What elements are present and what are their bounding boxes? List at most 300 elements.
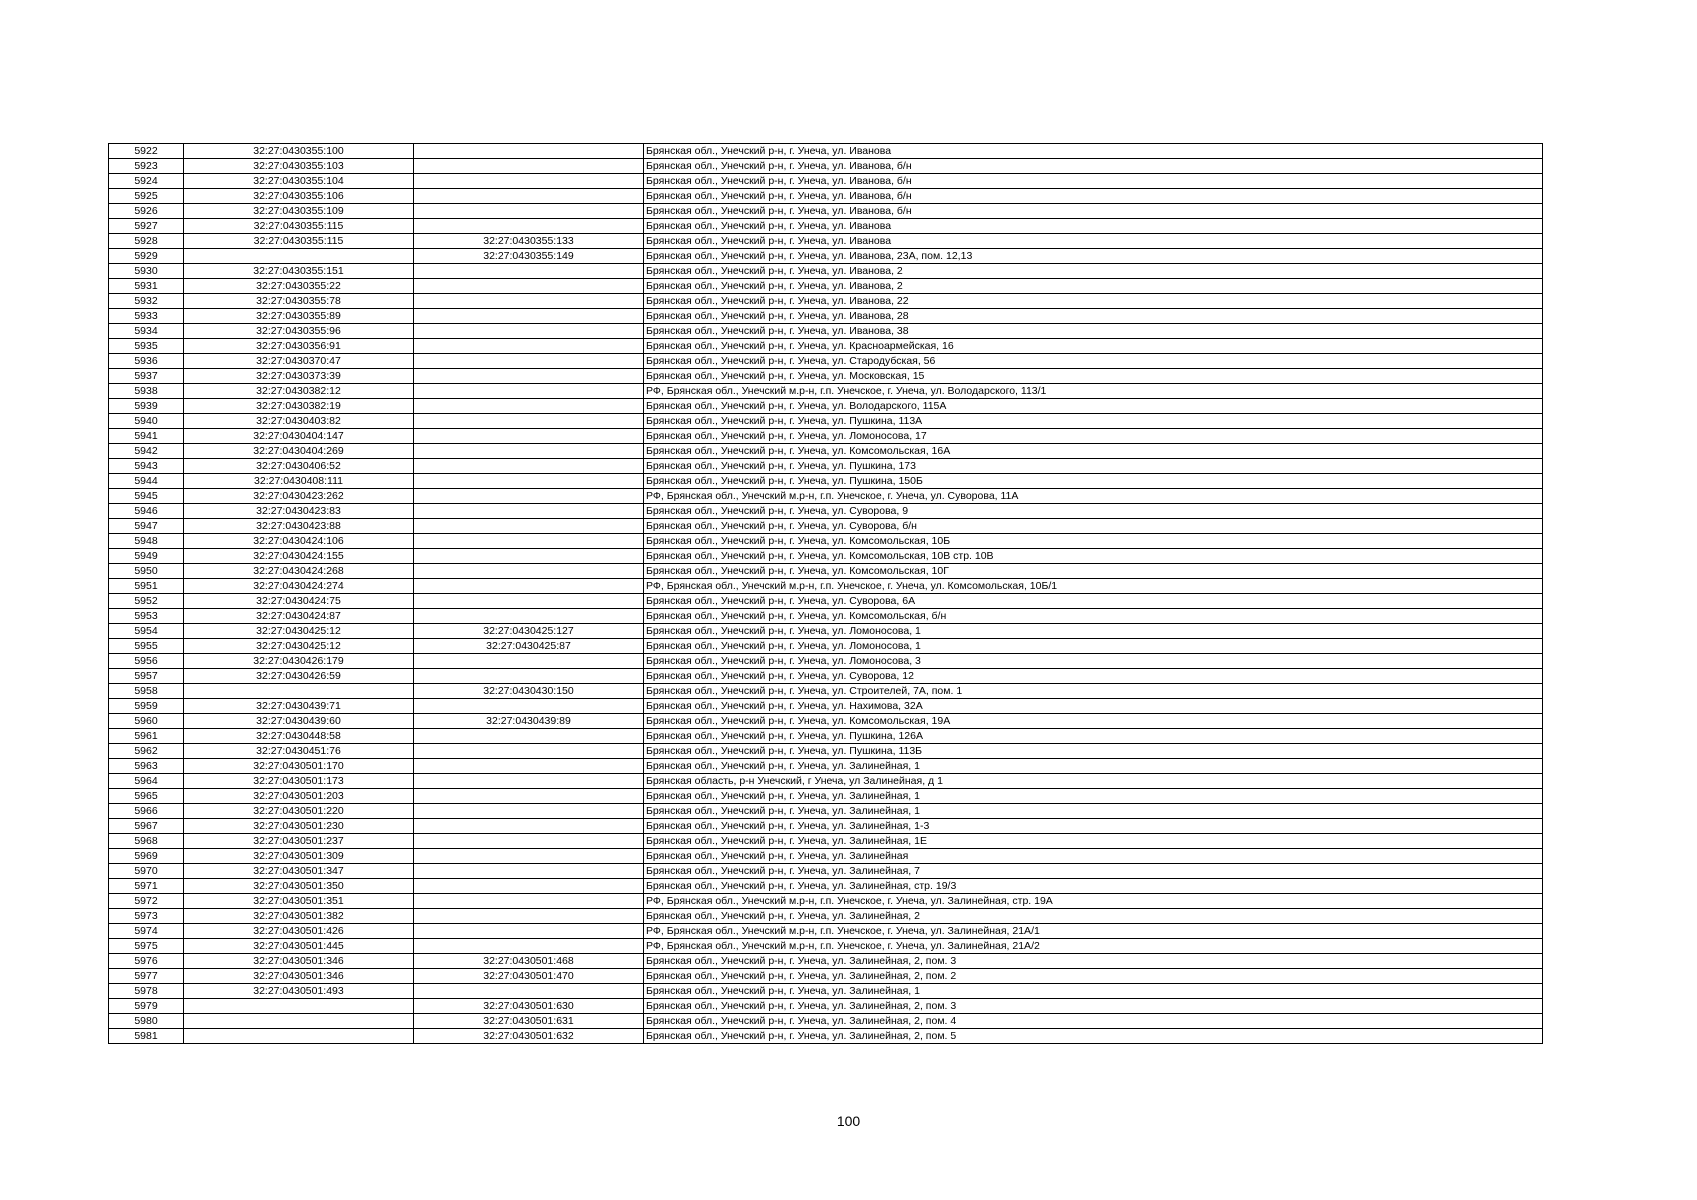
table-row bbox=[109, 609, 1543, 624]
related-cadastral-number-cell bbox=[414, 474, 644, 489]
table-row bbox=[109, 654, 1543, 669]
row-number-cell: 5923 bbox=[109, 159, 184, 174]
related-cadastral-number-cell bbox=[414, 504, 644, 519]
row-number-cell: 5941 bbox=[109, 429, 184, 444]
related-cadastral-number-cell bbox=[414, 384, 644, 399]
address-cell: Брянская обл., Унечский р-н, г. Унеча, ул. Иванова, 22 bbox=[644, 294, 1543, 309]
cadastral-number-cell: 32:27:0430439:60 bbox=[184, 714, 414, 729]
table-row bbox=[109, 549, 1543, 564]
row-number-cell: 5928 bbox=[109, 234, 184, 249]
related-cadastral-number-cell bbox=[414, 189, 644, 204]
address-cell: Брянская обл., Унечский р-н, г. Унеча, ул. Залинейная bbox=[644, 849, 1543, 864]
row-number-cell: 5964 bbox=[109, 774, 184, 789]
related-cadastral-number-cell: 32:27:0430501:630 bbox=[414, 999, 644, 1014]
row-number-cell: 5971 bbox=[109, 879, 184, 894]
row-number-cell: 5969 bbox=[109, 849, 184, 864]
table-row bbox=[109, 429, 1543, 444]
related-cadastral-number-cell bbox=[414, 774, 644, 789]
address-cell: Брянская обл., Унечский р-н, г. Унеча, ул. Иванова, 2 bbox=[644, 264, 1543, 279]
address-cell: Брянская обл., Унечский р-н, г. Унеча, ул. Иванова, 38 bbox=[644, 324, 1543, 339]
row-number-cell: 5953 bbox=[109, 609, 184, 624]
address-cell: Брянская обл., Унечский р-н, г. Унеча, ул. Залинейная, 1 bbox=[644, 759, 1543, 774]
cadastral-number-cell: 32:27:0430501:237 bbox=[184, 834, 414, 849]
address-cell: Брянская обл., Унечский р-н, г. Унеча, ул. Залинейная, 2, пом. 4 bbox=[644, 1014, 1543, 1029]
address-cell: Брянская обл., Унечский р-н, г. Унеча, ул. Иванова bbox=[644, 219, 1543, 234]
address-cell: Брянская обл., Унечский р-н, г. Унеча, ул. Красноармейская, 16 bbox=[644, 339, 1543, 354]
cadastral-number-cell: 32:27:0430408:111 bbox=[184, 474, 414, 489]
address-cell: Брянская обл., Унечский р-н, г. Унеча, ул. Залинейная, 1-3 bbox=[644, 819, 1543, 834]
cadastral-number-cell: 32:27:0430501:347 bbox=[184, 864, 414, 879]
cadastral-number-cell: 32:27:0430424:87 bbox=[184, 609, 414, 624]
table-row bbox=[109, 564, 1543, 579]
cadastral-number-cell: 32:27:0430425:12 bbox=[184, 624, 414, 639]
table-row bbox=[109, 249, 1543, 264]
table-row bbox=[109, 399, 1543, 414]
row-number-cell: 5952 bbox=[109, 594, 184, 609]
address-cell: Брянская обл., Унечский р-н, г. Унеча, ул. Иванова bbox=[644, 144, 1543, 159]
address-cell: Брянская обл., Унечский р-н, г. Унеча, ул. Иванова, б/н bbox=[644, 174, 1543, 189]
related-cadastral-number-cell bbox=[414, 564, 644, 579]
table-row bbox=[109, 879, 1543, 894]
row-number-cell: 5956 bbox=[109, 654, 184, 669]
cadastral-number-cell: 32:27:0430423:262 bbox=[184, 489, 414, 504]
related-cadastral-number-cell bbox=[414, 354, 644, 369]
table-row bbox=[109, 834, 1543, 849]
related-cadastral-number-cell bbox=[414, 489, 644, 504]
related-cadastral-number-cell bbox=[414, 924, 644, 939]
cadastral-number-cell: 32:27:0430404:147 bbox=[184, 429, 414, 444]
cadastral-number-cell: 32:27:0430501:230 bbox=[184, 819, 414, 834]
related-cadastral-number-cell: 32:27:0430501:468 bbox=[414, 954, 644, 969]
cadastral-number-cell: 32:27:0430424:106 bbox=[184, 534, 414, 549]
related-cadastral-number-cell bbox=[414, 279, 644, 294]
row-number-cell: 5947 bbox=[109, 519, 184, 534]
row-number-cell: 5937 bbox=[109, 369, 184, 384]
related-cadastral-number-cell bbox=[414, 534, 644, 549]
row-number-cell: 5966 bbox=[109, 804, 184, 819]
related-cadastral-number-cell: 32:27:0430501:632 bbox=[414, 1029, 644, 1044]
related-cadastral-number-cell bbox=[414, 324, 644, 339]
table-row bbox=[109, 909, 1543, 924]
related-cadastral-number-cell bbox=[414, 984, 644, 999]
table-row bbox=[109, 174, 1543, 189]
table-row bbox=[109, 819, 1543, 834]
cadastral-number-cell: 32:27:0430355:106 bbox=[184, 189, 414, 204]
related-cadastral-number-cell: 32:27:0430501:470 bbox=[414, 969, 644, 984]
cadastral-number-cell: 32:27:0430501:382 bbox=[184, 909, 414, 924]
address-cell: Брянская обл., Унечский р-н, г. Унеча, ул. Залинейная, 2, пом. 2 bbox=[644, 969, 1543, 984]
cadastral-number-cell: 32:27:0430501:426 bbox=[184, 924, 414, 939]
row-number-cell: 5957 bbox=[109, 669, 184, 684]
cadastral-number-cell: 32:27:0430356:91 bbox=[184, 339, 414, 354]
cadastral-number-cell: 32:27:0430355:104 bbox=[184, 174, 414, 189]
table-row bbox=[109, 189, 1543, 204]
cadastral-number-cell: 32:27:0430501:351 bbox=[184, 894, 414, 909]
related-cadastral-number-cell bbox=[414, 804, 644, 819]
related-cadastral-number-cell: 32:27:0430430:150 bbox=[414, 684, 644, 699]
row-number-cell: 5963 bbox=[109, 759, 184, 774]
table-row bbox=[109, 204, 1543, 219]
cadastral-number-cell: 32:27:0430355:109 bbox=[184, 204, 414, 219]
cadastral-number-cell: 32:27:0430426:59 bbox=[184, 669, 414, 684]
related-cadastral-number-cell bbox=[414, 789, 644, 804]
table-row bbox=[109, 309, 1543, 324]
cadastral-number-cell: 32:27:0430382:12 bbox=[184, 384, 414, 399]
address-cell: Брянская обл., Унечский р-н, г. Унеча, ул. Пушкина, 113Б bbox=[644, 744, 1543, 759]
address-cell: Брянская обл., Унечский р-н, г. Унеча, ул. Володарского, 115А bbox=[644, 399, 1543, 414]
address-cell: Брянская обл., Унечский р-н, г. Унеча, ул. Комсомольская, 10Г bbox=[644, 564, 1543, 579]
table-row bbox=[109, 639, 1543, 654]
related-cadastral-number-cell bbox=[414, 519, 644, 534]
related-cadastral-number-cell bbox=[414, 609, 644, 624]
address-cell: РФ, Брянская обл., Унечский м.р-н, г.п. Унечское, г. Унеча, ул. Залинейная, 21А/2 bbox=[644, 939, 1543, 954]
cadastral-number-cell: 32:27:0430406:52 bbox=[184, 459, 414, 474]
related-cadastral-number-cell bbox=[414, 654, 644, 669]
cadastral-number-cell: 32:27:0430403:82 bbox=[184, 414, 414, 429]
related-cadastral-number-cell bbox=[414, 744, 644, 759]
address-cell: Брянская обл., Унечский р-н, г. Унеча, ул. Иванова, 28 bbox=[644, 309, 1543, 324]
row-number-cell: 5949 bbox=[109, 549, 184, 564]
row-number-cell: 5976 bbox=[109, 954, 184, 969]
table-row bbox=[109, 924, 1543, 939]
address-cell: Брянская обл., Унечский р-н, г. Унеча, ул. Комсомольская, 16А bbox=[644, 444, 1543, 459]
cadastral-number-cell: 32:27:0430424:155 bbox=[184, 549, 414, 564]
table-row bbox=[109, 279, 1543, 294]
related-cadastral-number-cell bbox=[414, 219, 644, 234]
table-row bbox=[109, 474, 1543, 489]
table-row bbox=[109, 444, 1543, 459]
address-cell: Брянская обл., Унечский р-н, г. Унеча, ул. Строителей, 7А, пом. 1 bbox=[644, 684, 1543, 699]
address-cell: Брянская обл., Унечский р-н, г. Унеча, ул. Иванова, 23А, пом. 12,13 bbox=[644, 249, 1543, 264]
row-number-cell: 5958 bbox=[109, 684, 184, 699]
row-number-cell: 5940 bbox=[109, 414, 184, 429]
related-cadastral-number-cell bbox=[414, 939, 644, 954]
row-number-cell: 5965 bbox=[109, 789, 184, 804]
related-cadastral-number-cell bbox=[414, 429, 644, 444]
table-row bbox=[109, 489, 1543, 504]
address-cell: Брянская обл., Унечский р-н, г. Унеча, ул. Залинейная, 2, пом. 5 bbox=[644, 1029, 1543, 1044]
related-cadastral-number-cell bbox=[414, 594, 644, 609]
cadastral-number-cell bbox=[184, 999, 414, 1014]
table-row bbox=[109, 729, 1543, 744]
cadastral-number-cell: 32:27:0430355:151 bbox=[184, 264, 414, 279]
cadastral-number-cell: 32:27:0430501:346 bbox=[184, 954, 414, 969]
related-cadastral-number-cell: 32:27:0430425:87 bbox=[414, 639, 644, 654]
row-number-cell: 5943 bbox=[109, 459, 184, 474]
table-row bbox=[109, 159, 1543, 174]
cadastral-number-cell bbox=[184, 249, 414, 264]
table-row bbox=[109, 714, 1543, 729]
row-number-cell: 5944 bbox=[109, 474, 184, 489]
address-cell: Брянская обл., Унечский р-н, г. Унеча, ул. Залинейная, 2 bbox=[644, 909, 1543, 924]
address-cell: Брянская обл., Унечский р-н, г. Унеча, ул. Ломоносова, 1 bbox=[644, 624, 1543, 639]
table-row bbox=[109, 354, 1543, 369]
row-number-cell: 5981 bbox=[109, 1029, 184, 1044]
row-number-cell: 5938 bbox=[109, 384, 184, 399]
related-cadastral-number-cell bbox=[414, 144, 644, 159]
related-cadastral-number-cell bbox=[414, 339, 644, 354]
row-number-cell: 5926 bbox=[109, 204, 184, 219]
address-cell: Брянская обл., Унечский р-н, г. Унеча, ул. Залинейная, 1 bbox=[644, 984, 1543, 999]
address-cell: Брянская обл., Унечский р-н, г. Унеча, ул. Ломоносова, 3 bbox=[644, 654, 1543, 669]
row-number-cell: 5924 bbox=[109, 174, 184, 189]
row-number-cell: 5960 bbox=[109, 714, 184, 729]
table-row bbox=[109, 504, 1543, 519]
cadastral-number-cell: 32:27:0430355:89 bbox=[184, 309, 414, 324]
address-cell: Брянская обл., Унечский р-н, г. Унеча, ул. Залинейная, стр. 19/3 bbox=[644, 879, 1543, 894]
row-number-cell: 5931 bbox=[109, 279, 184, 294]
address-cell: Брянская обл., Унечский р-н, г. Унеча, ул. Пушкина, 126А bbox=[644, 729, 1543, 744]
address-cell: Брянская обл., Унечский р-н, г. Унеча, ул. Нахимова, 32А bbox=[644, 699, 1543, 714]
table-row bbox=[109, 1029, 1543, 1044]
related-cadastral-number-cell bbox=[414, 414, 644, 429]
cadastral-number-cell bbox=[184, 1029, 414, 1044]
table-row bbox=[109, 669, 1543, 684]
cadastral-number-cell: 32:27:0430501:203 bbox=[184, 789, 414, 804]
cadastral-number-cell: 32:27:0430448:58 bbox=[184, 729, 414, 744]
related-cadastral-number-cell bbox=[414, 399, 644, 414]
related-cadastral-number-cell bbox=[414, 309, 644, 324]
row-number-cell: 5945 bbox=[109, 489, 184, 504]
address-cell: Брянская обл., Унечский р-н, г. Унеча, ул. Стародубская, 56 bbox=[644, 354, 1543, 369]
address-cell: Брянская обл., Унечский р-н, г. Унеча, ул. Пушкина, 113А bbox=[644, 414, 1543, 429]
cadastral-number-cell: 32:27:0430501:346 bbox=[184, 969, 414, 984]
table-row bbox=[109, 789, 1543, 804]
table-row bbox=[109, 759, 1543, 774]
address-cell: Брянская обл., Унечский р-н, г. Унеча, ул. Суворова, 6А bbox=[644, 594, 1543, 609]
table-row bbox=[109, 954, 1543, 969]
address-cell: Брянская обл., Унечский р-н, г. Унеча, ул. Московская, 15 bbox=[644, 369, 1543, 384]
table-row bbox=[109, 369, 1543, 384]
related-cadastral-number-cell bbox=[414, 759, 644, 774]
table-row bbox=[109, 984, 1543, 999]
table-row bbox=[109, 804, 1543, 819]
row-number-cell: 5922 bbox=[109, 144, 184, 159]
address-cell: Брянская обл., Унечский р-н, г. Унеча, ул. Залинейная, 1Е bbox=[644, 834, 1543, 849]
address-cell: РФ, Брянская обл., Унечский м.р-н, г.п. Унечское, г. Унеча, ул. Володарского, 113/1 bbox=[644, 384, 1543, 399]
address-cell: Брянская обл., Унечский р-н, г. Унеча, ул. Комсомольская, б/н bbox=[644, 609, 1543, 624]
address-cell: Брянская обл., Унечский р-н, г. Унеча, ул. Суворова, б/н bbox=[644, 519, 1543, 534]
cadastral-number-cell: 32:27:0430501:220 bbox=[184, 804, 414, 819]
address-cell: РФ, Брянская обл., Унечский м.р-н, г.п. Унечское, г. Унеча, ул. Суворова, 11А bbox=[644, 489, 1543, 504]
address-cell: Брянская обл., Унечский р-н, г. Унеча, ул. Комсомольская, 10В стр. 10В bbox=[644, 549, 1543, 564]
cadastral-number-cell: 32:27:0430355:100 bbox=[184, 144, 414, 159]
cadastral-number-cell: 32:27:0430355:115 bbox=[184, 219, 414, 234]
table-row bbox=[109, 969, 1543, 984]
table-row bbox=[109, 234, 1543, 249]
related-cadastral-number-cell bbox=[414, 729, 644, 744]
related-cadastral-number-cell bbox=[414, 369, 644, 384]
address-cell: Брянская обл., Унечский р-н, г. Унеча, ул. Комсомольская, 10Б bbox=[644, 534, 1543, 549]
cadastral-number-cell: 32:27:0430501:173 bbox=[184, 774, 414, 789]
address-cell: РФ, Брянская обл., Унечский м.р-н, г.п. Унечское, г. Унеча, ул. Залинейная, стр. 19А bbox=[644, 894, 1543, 909]
table-row bbox=[109, 324, 1543, 339]
row-number-cell: 5970 bbox=[109, 864, 184, 879]
related-cadastral-number-cell: 32:27:0430425:127 bbox=[414, 624, 644, 639]
address-cell: Брянская обл., Унечский р-н, г. Унеча, ул. Иванова, б/н bbox=[644, 189, 1543, 204]
table-row bbox=[109, 219, 1543, 234]
address-cell: РФ, Брянская обл., Унечский м.р-н, г.п. Унечское, г. Унеча, ул. Залинейная, 21А/1 bbox=[644, 924, 1543, 939]
cadastral-table bbox=[108, 143, 1543, 1044]
related-cadastral-number-cell bbox=[414, 159, 644, 174]
table-row bbox=[109, 1014, 1543, 1029]
table-row bbox=[109, 384, 1543, 399]
cadastral-number-cell: 32:27:0430355:115 bbox=[184, 234, 414, 249]
row-number-cell: 5939 bbox=[109, 399, 184, 414]
table-row bbox=[109, 414, 1543, 429]
cadastral-number-cell: 32:27:0430501:350 bbox=[184, 879, 414, 894]
table-row bbox=[109, 999, 1543, 1014]
related-cadastral-number-cell bbox=[414, 459, 644, 474]
table-body bbox=[109, 144, 1543, 1044]
table-row bbox=[109, 264, 1543, 279]
row-number-cell: 5933 bbox=[109, 309, 184, 324]
related-cadastral-number-cell bbox=[414, 879, 644, 894]
row-number-cell: 5955 bbox=[109, 639, 184, 654]
related-cadastral-number-cell: 32:27:0430501:631 bbox=[414, 1014, 644, 1029]
related-cadastral-number-cell bbox=[414, 834, 644, 849]
cadastral-number-cell: 32:27:0430355:22 bbox=[184, 279, 414, 294]
row-number-cell: 5954 bbox=[109, 624, 184, 639]
cadastral-number-cell bbox=[184, 684, 414, 699]
related-cadastral-number-cell bbox=[414, 699, 644, 714]
row-number-cell: 5936 bbox=[109, 354, 184, 369]
address-cell: Брянская обл., Унечский р-н, г. Унеча, ул. Суворова, 9 bbox=[644, 504, 1543, 519]
related-cadastral-number-cell bbox=[414, 864, 644, 879]
row-number-cell: 5929 bbox=[109, 249, 184, 264]
related-cadastral-number-cell bbox=[414, 204, 644, 219]
row-number-cell: 5967 bbox=[109, 819, 184, 834]
table-row bbox=[109, 684, 1543, 699]
table-row bbox=[109, 594, 1543, 609]
row-number-cell: 5961 bbox=[109, 729, 184, 744]
related-cadastral-number-cell: 32:27:0430355:133 bbox=[414, 234, 644, 249]
cadastral-number-cell: 32:27:0430501:170 bbox=[184, 759, 414, 774]
table-row bbox=[109, 534, 1543, 549]
cadastral-number-cell: 32:27:0430424:75 bbox=[184, 594, 414, 609]
address-cell: Брянская обл., Унечский р-н, г. Унеча, ул. Иванова, б/н bbox=[644, 159, 1543, 174]
row-number-cell: 5977 bbox=[109, 969, 184, 984]
row-number-cell: 5927 bbox=[109, 219, 184, 234]
table-row bbox=[109, 519, 1543, 534]
address-cell: Брянская обл., Унечский р-н, г. Унеча, ул. Ломоносова, 17 bbox=[644, 429, 1543, 444]
cadastral-number-cell: 32:27:0430424:268 bbox=[184, 564, 414, 579]
row-number-cell: 5979 bbox=[109, 999, 184, 1014]
cadastral-number-cell: 32:27:0430355:96 bbox=[184, 324, 414, 339]
address-cell: Брянская обл., Унечский р-н, г. Унеча, ул. Залинейная, 7 bbox=[644, 864, 1543, 879]
cadastral-number-cell: 32:27:0430501:493 bbox=[184, 984, 414, 999]
row-number-cell: 5968 bbox=[109, 834, 184, 849]
related-cadastral-number-cell bbox=[414, 444, 644, 459]
address-cell: Брянская обл., Унечский р-н, г. Унеча, ул. Иванова, б/н bbox=[644, 204, 1543, 219]
address-cell: Брянская обл., Унечский р-н, г. Унеча, ул. Комсомольская, 19А bbox=[644, 714, 1543, 729]
row-number-cell: 5973 bbox=[109, 909, 184, 924]
related-cadastral-number-cell: 32:27:0430355:149 bbox=[414, 249, 644, 264]
related-cadastral-number-cell bbox=[414, 174, 644, 189]
address-cell: Брянская обл., Унечский р-н, г. Унеча, ул. Иванова bbox=[644, 234, 1543, 249]
row-number-cell: 5950 bbox=[109, 564, 184, 579]
row-number-cell: 5962 bbox=[109, 744, 184, 759]
cadastral-number-cell: 32:27:0430424:274 bbox=[184, 579, 414, 594]
related-cadastral-number-cell bbox=[414, 579, 644, 594]
cadastral-number-cell: 32:27:0430425:12 bbox=[184, 639, 414, 654]
table-row bbox=[109, 744, 1543, 759]
table-row bbox=[109, 939, 1543, 954]
table-row bbox=[109, 294, 1543, 309]
address-cell: Брянская обл., Унечский р-н, г. Унеча, ул. Суворова, 12 bbox=[644, 669, 1543, 684]
cadastral-number-cell: 32:27:0430355:78 bbox=[184, 294, 414, 309]
row-number-cell: 5925 bbox=[109, 189, 184, 204]
table-row bbox=[109, 774, 1543, 789]
row-number-cell: 5974 bbox=[109, 924, 184, 939]
address-cell: Брянская обл., Унечский р-н, г. Унеча, ул. Ломоносова, 1 bbox=[644, 639, 1543, 654]
table-row bbox=[109, 624, 1543, 639]
table-row bbox=[109, 339, 1543, 354]
related-cadastral-number-cell bbox=[414, 264, 644, 279]
related-cadastral-number-cell bbox=[414, 669, 644, 684]
cadastral-number-cell: 32:27:0430426:179 bbox=[184, 654, 414, 669]
row-number-cell: 5930 bbox=[109, 264, 184, 279]
cadastral-number-cell: 32:27:0430373:39 bbox=[184, 369, 414, 384]
table-row bbox=[109, 699, 1543, 714]
address-cell: Брянская обл., Унечский р-н, г. Унеча, ул. Пушкина, 150Б bbox=[644, 474, 1543, 489]
cadastral-number-cell bbox=[184, 1014, 414, 1029]
address-cell: Брянская обл., Унечский р-н, г. Унеча, ул. Пушкина, 173 bbox=[644, 459, 1543, 474]
related-cadastral-number-cell bbox=[414, 819, 644, 834]
cadastral-number-cell: 32:27:0430355:103 bbox=[184, 159, 414, 174]
related-cadastral-number-cell bbox=[414, 894, 644, 909]
table-row bbox=[109, 864, 1543, 879]
address-cell: Брянская обл., Унечский р-н, г. Унеча, ул. Иванова, 2 bbox=[644, 279, 1543, 294]
page-number: 100 bbox=[836, 1113, 861, 1129]
address-cell: Брянская обл., Унечский р-н, г. Унеча, ул. Залинейная, 1 bbox=[644, 804, 1543, 819]
address-cell: Брянская обл., Унечский р-н, г. Унеча, ул. Залинейная, 1 bbox=[644, 789, 1543, 804]
cadastral-number-cell: 32:27:0430423:88 bbox=[184, 519, 414, 534]
row-number-cell: 5932 bbox=[109, 294, 184, 309]
address-cell: Брянская обл., Унечский р-н, г. Унеча, ул. Залинейная, 2, пом. 3 bbox=[644, 954, 1543, 969]
row-number-cell: 5951 bbox=[109, 579, 184, 594]
related-cadastral-number-cell bbox=[414, 549, 644, 564]
row-number-cell: 5978 bbox=[109, 984, 184, 999]
related-cadastral-number-cell bbox=[414, 294, 644, 309]
address-cell: РФ, Брянская обл., Унечский м.р-н, г.п. Унечское, г. Унеча, ул. Комсомольская, 10Б/1 bbox=[644, 579, 1543, 594]
row-number-cell: 5959 bbox=[109, 699, 184, 714]
address-cell: Брянская область, р-н Унечский, г Унеча, ул Залинейная, д 1 bbox=[644, 774, 1543, 789]
cadastral-number-cell: 32:27:0430382:19 bbox=[184, 399, 414, 414]
address-cell: Брянская обл., Унечский р-н, г. Унеча, ул. Залинейная, 2, пом. 3 bbox=[644, 999, 1543, 1014]
row-number-cell: 5935 bbox=[109, 339, 184, 354]
table-row bbox=[109, 579, 1543, 594]
cadastral-number-cell: 32:27:0430501:309 bbox=[184, 849, 414, 864]
table-row bbox=[109, 144, 1543, 159]
cadastral-number-cell: 32:27:0430370:47 bbox=[184, 354, 414, 369]
table-row bbox=[109, 849, 1543, 864]
row-number-cell: 5980 bbox=[109, 1014, 184, 1029]
related-cadastral-number-cell bbox=[414, 849, 644, 864]
row-number-cell: 5946 bbox=[109, 504, 184, 519]
cadastral-number-cell: 32:27:0430451:76 bbox=[184, 744, 414, 759]
cadastral-number-cell: 32:27:0430439:71 bbox=[184, 699, 414, 714]
row-number-cell: 5975 bbox=[109, 939, 184, 954]
table-row bbox=[109, 459, 1543, 474]
cadastral-number-cell: 32:27:0430423:83 bbox=[184, 504, 414, 519]
row-number-cell: 5934 bbox=[109, 324, 184, 339]
row-number-cell: 5948 bbox=[109, 534, 184, 549]
related-cadastral-number-cell: 32:27:0430439:89 bbox=[414, 714, 644, 729]
table-row bbox=[109, 894, 1543, 909]
cadastral-number-cell: 32:27:0430501:445 bbox=[184, 939, 414, 954]
related-cadastral-number-cell bbox=[414, 909, 644, 924]
